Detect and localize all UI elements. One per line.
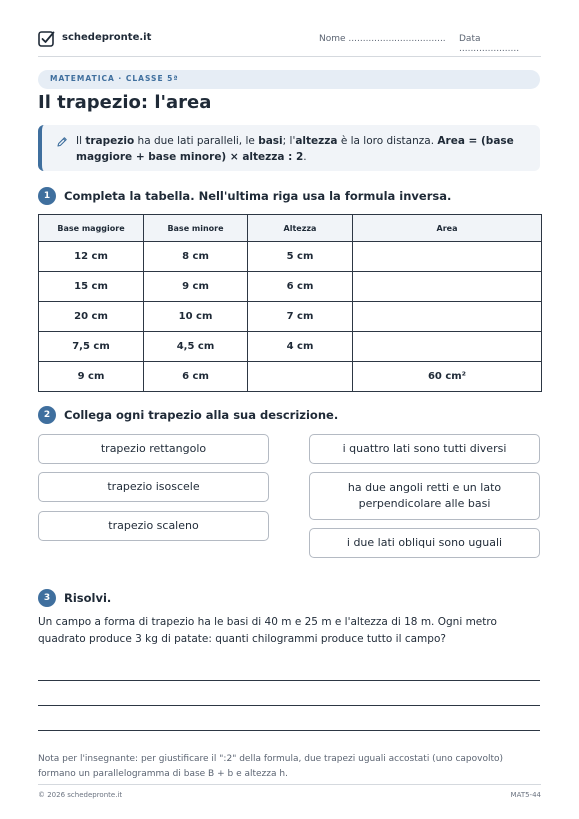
cell-altezza: 5 cm — [248, 242, 353, 272]
cell-area-answer[interactable] — [353, 272, 542, 302]
copyright: © 2026 schedepronte.it — [38, 791, 123, 799]
match-right-item[interactable]: i due lati obliqui sono uguali — [309, 528, 540, 558]
table-row — [39, 332, 542, 362]
table-row — [39, 242, 542, 272]
date-field[interactable]: Data ..................... — [459, 34, 520, 54]
cell-base-maggiore: 9 cm — [39, 362, 144, 392]
cell-area-answer[interactable] — [353, 332, 542, 362]
question-1-text: Completa la tabella. Nell'ultima riga usa la formula inversa. — [64, 189, 452, 203]
cell-base-maggiore: 7,5 cm — [39, 332, 144, 362]
page-header — [38, 29, 541, 57]
answer-line[interactable] — [38, 705, 540, 706]
subject-label: MATEMATICA · CLASSE 5ª — [50, 74, 179, 83]
sheet-code: MAT5-44 — [510, 791, 541, 799]
cell-base-maggiore: 12 cm — [39, 242, 144, 272]
header-base-maggiore: Base maggiore — [39, 215, 144, 242]
callout-text: Il trapezio ha due lati paralleli, le basi; l'altezza è la loro distanza. Area = (base maggiore + base minore) × altezza : 2. — [76, 135, 514, 163]
cell-base-minore: 4,5 cm — [144, 332, 248, 362]
header-altezza: Altezza — [248, 215, 353, 242]
cell-base-minore: 8 cm — [144, 242, 248, 272]
teacher-note: Nota per l'insegnante: per giustificare il ":2" della formula, due trapezi uguali accostati (uno capovolto) formano un parallelogramma di base B + b e altezza h. — [38, 754, 504, 779]
cell-altezza-answer[interactable] — [248, 362, 353, 392]
page-title: Il trapezio: l'area — [38, 92, 212, 113]
question-number-badge: 2 — [38, 406, 56, 424]
cell-area-answer[interactable] — [353, 302, 542, 332]
name-field[interactable]: Nome .................................. — [319, 34, 446, 44]
match-left-item[interactable]: trapezio isoscele — [38, 472, 269, 502]
cell-base-minore: 6 cm — [144, 362, 248, 392]
cell-altezza: 7 cm — [248, 302, 353, 332]
answer-line[interactable] — [38, 730, 540, 731]
problem-text: Un campo a forma di trapezio ha le basi di 40 m e 25 m e l'altezza di 18 m. Ogni metro quadrato produce 3 kg di patate: quanti chilogrammi produce tutto il campo? — [38, 616, 497, 645]
page-footer — [38, 784, 541, 799]
question-number-badge: 3 — [38, 589, 56, 607]
match-left-item[interactable]: trapezio rettangolo — [38, 434, 269, 464]
header-base-minore: Base minore — [144, 215, 248, 242]
answer-line[interactable] — [38, 680, 540, 681]
match-right-item[interactable]: i quattro lati sono tutti diversi — [309, 434, 540, 464]
cell-area: 60 cm² — [353, 362, 542, 392]
cell-base-minore: 9 cm — [144, 272, 248, 302]
header-area: Area — [353, 215, 542, 242]
cell-base-maggiore: 20 cm — [39, 302, 144, 332]
formula-callout — [38, 125, 540, 171]
table-row — [39, 272, 542, 302]
cell-altezza: 6 cm — [248, 272, 353, 302]
question-number-badge: 1 — [38, 187, 56, 205]
question-2-text: Collega ogni trapezio alla sua descrizione. — [64, 408, 339, 422]
cell-base-minore: 10 cm — [144, 302, 248, 332]
cell-base-maggiore: 15 cm — [39, 272, 144, 302]
pencil-icon — [56, 136, 68, 148]
table-row — [39, 302, 542, 332]
table-row — [39, 362, 542, 392]
subject-banner — [38, 70, 540, 89]
brand-name: schedepronte.it — [62, 32, 152, 43]
cell-area-answer[interactable] — [353, 242, 542, 272]
table-header-row — [39, 215, 542, 242]
question-3-text: Risolvi. — [64, 591, 112, 605]
trapezoid-table — [38, 214, 542, 392]
match-left-item[interactable]: trapezio scaleno — [38, 511, 269, 541]
checkbox-logo-icon — [38, 30, 55, 47]
match-right-item[interactable]: ha due angoli retti e un lato perpendicolare alle basi — [309, 472, 540, 520]
cell-altezza: 4 cm — [248, 332, 353, 362]
